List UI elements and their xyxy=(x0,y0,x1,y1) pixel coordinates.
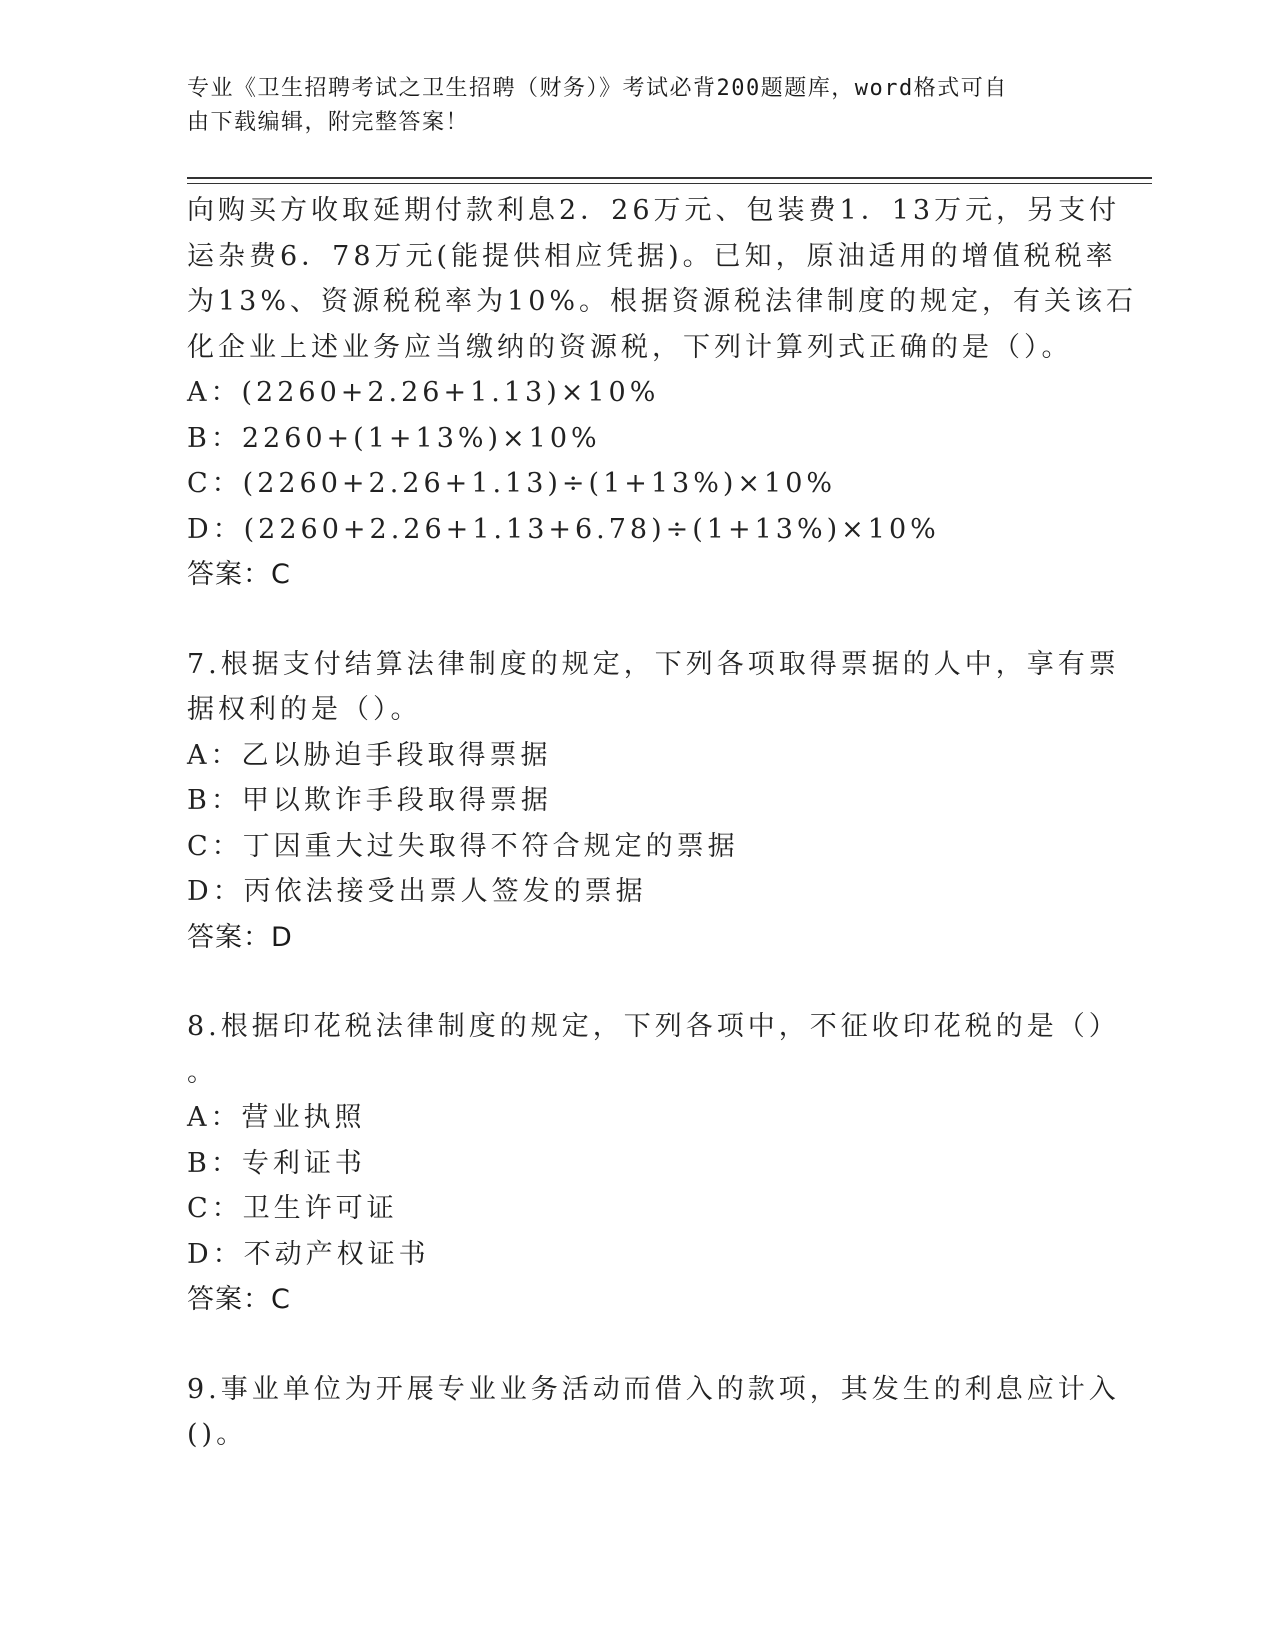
question-text-line: 据权利的是（）。 xyxy=(187,694,422,725)
question-9 xyxy=(187,1367,1120,1458)
question-7 xyxy=(187,642,1120,961)
header-line-1: 专业《卫生招聘考试之卫生招聘（财务）》考试必背200题题库，word格式可自 xyxy=(187,76,1008,101)
option-a: A：(2260+2.26+1.13)×10% xyxy=(187,377,660,408)
question-text-line: 9.事业单位为开展专业业务活动而借入的款项，其发生的利息应计入 xyxy=(187,1373,1120,1405)
option-b: B：专利证书 xyxy=(187,1147,366,1179)
header-divider-thin xyxy=(187,183,1152,184)
option-c: C：卫生许可证 xyxy=(187,1193,398,1224)
question-text-line: 7.根据支付结算法律制度的规定，下列各项取得票据的人中，享有票 xyxy=(187,648,1120,680)
document-header xyxy=(187,72,1067,140)
answer: 答案：C xyxy=(187,559,291,590)
question-6 xyxy=(187,188,1138,598)
answer: 答案：D xyxy=(187,921,293,953)
option-c: C：(2260+2.26+1.13)÷(1+13%)×10% xyxy=(187,468,837,499)
option-d: D：丙依法接受出票人签发的票据 xyxy=(187,876,647,907)
option-c: C：丁因重大过失取得不符合规定的票据 xyxy=(187,830,739,862)
question-text-line: 化企业上述业务应当缴纳的资源税，下列计算列式正确的是（）。 xyxy=(187,331,1073,363)
question-8 xyxy=(187,1004,1120,1323)
option-d: D：(2260+2.26+1.13+6.78)÷(1+13%)×10% xyxy=(187,513,940,545)
option-a: A：营业执照 xyxy=(187,1102,366,1133)
question-text-line: 向购买方收取延期付款利息2．26万元、包装费1．13万元，另支付 xyxy=(187,195,1121,226)
answer: 答案：C xyxy=(187,1284,291,1315)
document-body xyxy=(187,188,1138,1458)
header-line-2: 由下载编辑，附完整答案！ xyxy=(187,110,470,135)
spacer xyxy=(187,1323,1087,1367)
option-b: B：2260+(1+13%)×10% xyxy=(187,422,601,454)
spacer xyxy=(187,598,1087,642)
option-a: A：乙以胁迫手段取得票据 xyxy=(187,739,552,771)
option-b: B：甲以欺诈手段取得票据 xyxy=(187,785,552,816)
question-text-line: 8.根据印花税法律制度的规定，下列各项中，不征收印花税的是（） xyxy=(187,1011,1120,1042)
header-divider-thick xyxy=(187,177,1152,179)
question-text-line: ()。 xyxy=(187,1419,248,1450)
option-d: D：不动产权证书 xyxy=(187,1238,430,1270)
spacer xyxy=(187,960,1087,1004)
question-text-line: 运杂费6．78万元(能提供相应凭据)。已知，原油适用的增值税税率 xyxy=(187,240,1117,272)
question-text-line: 。 xyxy=(187,1056,218,1088)
question-text-line: 为13%、资源税税率为10%。根据资源税法律制度的规定，有关该石 xyxy=(187,286,1138,317)
